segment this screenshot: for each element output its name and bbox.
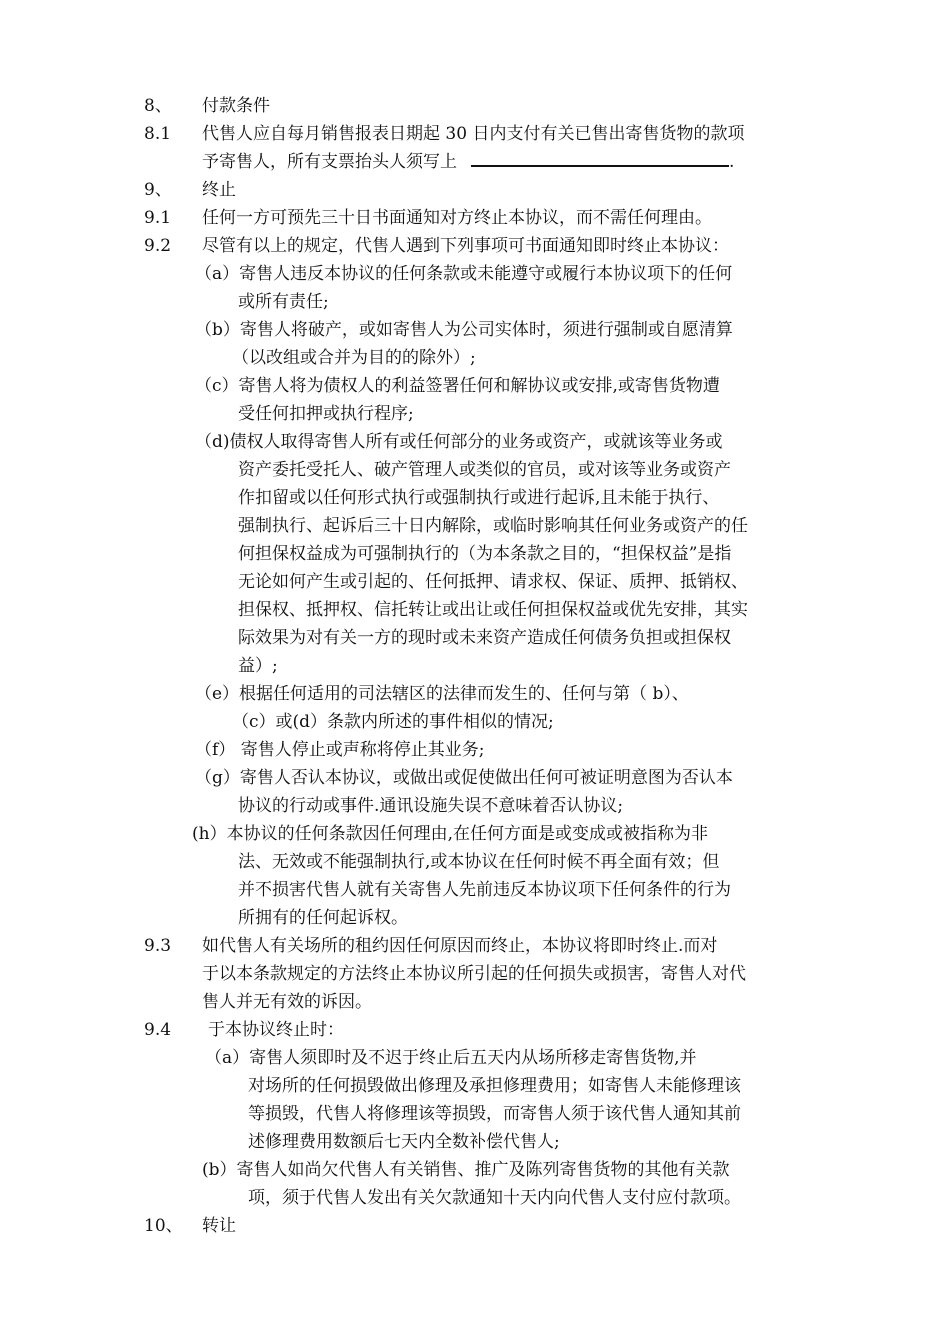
clause-number: 9.3 <box>144 936 172 956</box>
subclause-b-cont: （以改组或合并为目的的除外）; <box>232 348 476 368</box>
subclause-a-cont: 对场所的任何损毁做出修理及承担修理费用；如寄售人未能修理该 <box>248 1076 741 1096</box>
subclause-e-cont: （c）或(d）条款内所述的事件相似的情况; <box>232 712 554 732</box>
subclause-d-cont: 何担保权益成为可强制执行的（为本条款之目的，“担保权益”是指 <box>238 544 732 564</box>
clause-text: 代售人应自每月销售报表日期起 30 日内支付有关已售出寄售货物的款项 <box>202 124 745 144</box>
subclause-d-cont: 强制执行、起诉后三十日内解除，或临时影响其任何业务或资产的任 <box>238 516 748 536</box>
section-title: 转让 <box>202 1216 236 1236</box>
subclause-h: (h）本协议的任何条款因任何理由,在任何方面是或变成或被指称为非 <box>192 824 708 844</box>
subclause-e: （e）根据任何适用的司法辖区的法律而发生的、任何与第（ b）、 <box>195 684 689 704</box>
subclause-g-cont: 协议的行动或事件.通讯设施失误不意味着否认协议; <box>238 796 624 816</box>
subclause-d: （d)债权人取得寄售人所有或任何部分的业务或资产，或就该等业务或 <box>195 432 723 452</box>
section-number: 9、 <box>144 180 172 200</box>
subclause-b-cont: 项，须于代售人发出有关欠款通知十天内向代售人支付应付款项。 <box>248 1188 741 1208</box>
subclause-a: （a）寄售人须即时及不迟于终止后五天内从场所移走寄售货物,并 <box>205 1048 697 1068</box>
subclause-d-cont: 作扣留或以任何形式执行或强制执行或进行起诉,且未能于执行、 <box>238 488 720 508</box>
clause-text: 售人并无有效的诉因。 <box>202 992 372 1012</box>
section-title: 终止 <box>202 180 236 200</box>
clause-number: 9.1 <box>144 208 172 228</box>
clause-number: 9.2 <box>144 236 172 256</box>
clause-text <box>202 150 734 174</box>
clause-number: 9.4 <box>144 1020 172 1040</box>
subclause-b: (b）寄售人如尚欠代售人有关销售、推广及陈列寄售货物的其他有关款 <box>202 1160 730 1180</box>
subclause-d-cont: 无论如何产生或引起的、任何抵押、请求权、保证、质押、抵销权、 <box>238 572 748 592</box>
subclause-h-cont: 并不损害代售人就有关寄售人先前违反本协议项下任何条件的行为 <box>238 880 731 900</box>
subclause-g: （g）寄售人否认本协议，或做出或促使做出任何可被证明意图为否认本 <box>195 768 733 788</box>
clause-text: 尽管有以上的规定，代售人遇到下列事项可书面通知即时终止本协议： <box>202 236 729 256</box>
section-number: 8、 <box>144 96 172 116</box>
clause-text-part: 予寄售人，所有支票抬头人须写上 <box>202 152 457 172</box>
clause-number: 8.1 <box>144 124 172 144</box>
subclause-d-cont: 资产委托受托人、破产管理人或类似的官员，或对该等业务或资产 <box>238 460 731 480</box>
subclause-d-cont: 益）; <box>238 656 278 676</box>
subclause-d-cont: 担保权、抵押权、信托转让或出让或任何担保权益或优先安排，其实 <box>238 600 748 620</box>
subclause-c: （c）寄售人将为债权人的利益签署任何和解协议或安排,或寄售货物遭 <box>195 376 720 396</box>
subclause-a: （a）寄售人违反本协议的任何条款或未能遵守或履行本协议项下的任何 <box>195 264 733 284</box>
subclause-a-cont: 述修理费用数额后七天内全数补偿代售人; <box>248 1132 560 1152</box>
section-title: 付款条件 <box>202 96 270 116</box>
clause-text-end: . <box>729 152 735 172</box>
clause-text: 于以本条款规定的方法终止本协议所引起的任何损失或损害，寄售人对代 <box>202 964 746 984</box>
payee-blank-line <box>471 151 729 167</box>
section-number: 10、 <box>144 1216 183 1236</box>
subclause-b: （b）寄售人将破产，或如寄售人为公司实体时，须进行强制或自愿清算 <box>195 320 733 340</box>
subclause-f: （f） 寄售人停止或声称将停止其业务; <box>195 740 485 760</box>
subclause-a-cont: 或所有责任; <box>238 292 329 312</box>
subclause-a-cont: 等损毁，代售人将修理该等损毁，而寄售人须于该代售人通知其前 <box>248 1104 741 1124</box>
subclause-h-cont: 法、无效或不能强制执行,或本协议在任何时候不再全面有效；但 <box>238 852 720 872</box>
subclause-h-cont: 所拥有的任何起诉权。 <box>238 908 408 928</box>
subclause-d-cont: 际效果为对有关一方的现时或未来资产造成任何债务负担或担保权 <box>238 628 731 648</box>
subclause-c-cont: 受任何扣押或执行程序; <box>238 404 414 424</box>
clause-text: 如代售人有关场所的租约因任何原因而终止，本协议将即时终止.而对 <box>202 936 718 956</box>
clause-text: 任何一方可预先三十日书面通知对方终止本协议，而不需任何理由。 <box>202 208 712 228</box>
clause-text: 于本协议终止时： <box>208 1020 344 1040</box>
